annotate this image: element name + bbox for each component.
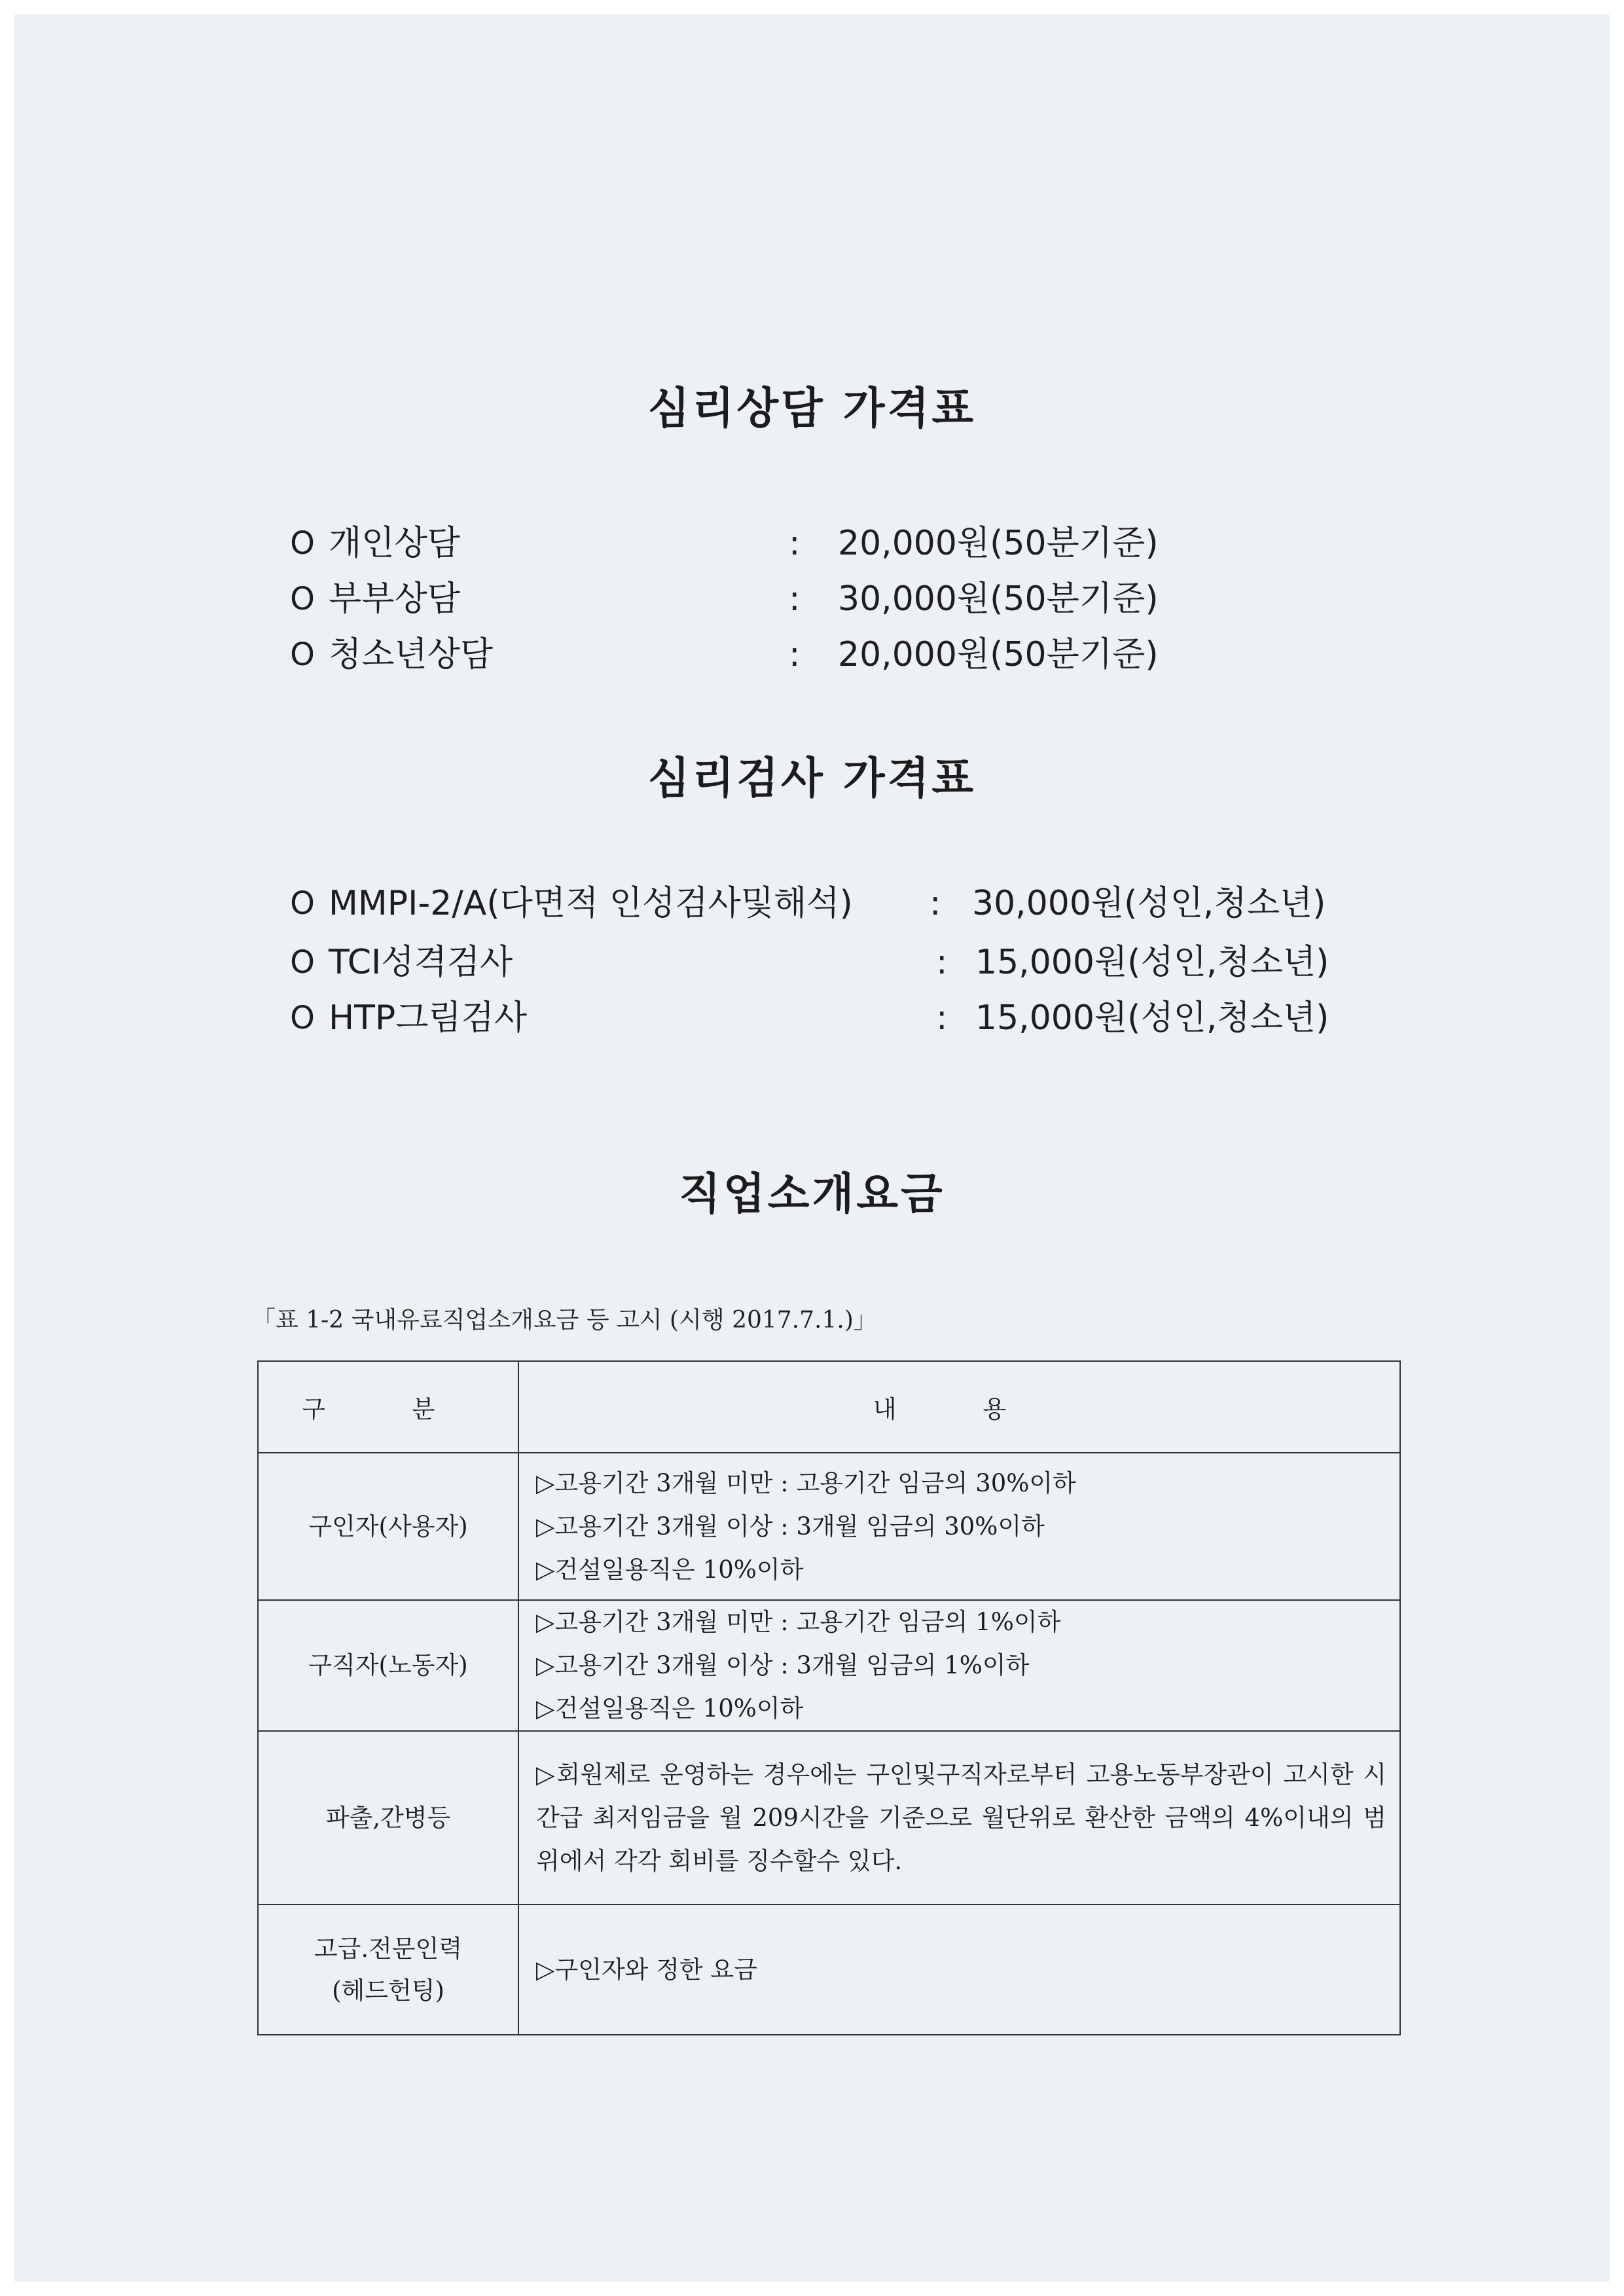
testing-item: [281, 992, 1342, 1044]
table-row: [258, 1904, 1400, 2035]
bullet-circle: O: [290, 525, 315, 562]
testing-item: [281, 877, 1342, 930]
testing-item-label: MMPI-2/A(다면적 인성검사및해석): [329, 884, 853, 923]
colon: :: [936, 998, 948, 1038]
header-content: 내 용: [518, 1361, 1400, 1453]
colon: :: [789, 579, 801, 619]
bullet-circle: O: [290, 636, 315, 673]
table-row: [258, 1731, 1400, 1904]
content-line: ▷건설일용직은 10%이하: [536, 1555, 804, 1584]
testing-item-price: 30,000원(성인,청소년): [972, 884, 1326, 923]
row-content: [518, 1904, 1400, 2035]
testing-item: [281, 936, 1342, 989]
testing-item-label: TCI성격검사: [329, 943, 513, 982]
counseling-item-label: 개인상담: [329, 524, 460, 563]
row-category: 구직자(노동자): [258, 1600, 518, 1731]
table-header-row: [258, 1361, 1400, 1453]
bullet-circle: O: [290, 1000, 315, 1036]
bullet-circle: O: [290, 885, 315, 922]
table-row: [258, 1600, 1400, 1731]
counseling-item: [281, 573, 1198, 625]
job-fee-title: 직업소개요금: [679, 1169, 945, 1219]
counseling-price-title: 심리상담 가격표: [647, 383, 977, 433]
content-line: ▷건설일용직은 10%이하: [536, 1694, 804, 1722]
counseling-item-price: 20,000원(50분기준): [838, 524, 1159, 563]
row-content: [518, 1600, 1400, 1731]
content-paragraph: ▷회원제로 운영하는 경우에는 구인및구직자로부터 고용노동부장관이 고시한 시간급 최저임금을 월 209시간을 기준으로 월단위로 환산한 금액의 4%이내의 범위에서 각각 회비를 징수할수 있다.: [536, 1760, 1386, 1875]
job-fee-table: [257, 1360, 1401, 2035]
counseling-item-label: 부부상담: [329, 579, 460, 619]
colon: :: [789, 524, 801, 563]
row-category: [258, 1904, 518, 2035]
testing-price-title: 심리검사 가격표: [647, 753, 977, 803]
counseling-item-price: 30,000원(50분기준): [838, 579, 1159, 619]
colon: :: [929, 884, 941, 923]
colon: :: [936, 943, 948, 982]
counseling-item: [281, 629, 1198, 681]
table-row: [258, 1453, 1400, 1600]
counseling-item-price: 20,000원(50분기준): [838, 635, 1159, 674]
row-category: 구인자(사용자): [258, 1453, 518, 1600]
colon: :: [789, 635, 801, 674]
table-caption: 「표 1-2 국내유료직업소개요금 등 고시 (시행 2017.7.1.)」: [252, 1307, 877, 1334]
testing-item-price: 15,000원(성인,청소년): [975, 943, 1329, 982]
counseling-item-label: 청소년상담: [329, 635, 494, 674]
header-category: 구 분: [258, 1361, 518, 1453]
bullet-circle: O: [290, 944, 315, 981]
category-line: (헤드헌팅): [332, 1976, 444, 2005]
bullet-circle: O: [290, 581, 315, 617]
category-line: 고급.전문인력: [314, 1934, 463, 1963]
content-line: ▷고용기간 3개월 미만 : 고용기간 임금의 1%이하: [536, 1608, 1061, 1636]
row-category: 파출,간병등: [258, 1731, 518, 1904]
content-line: ▷구인자와 정한 요금: [536, 1955, 757, 1984]
testing-item-label: HTP그림검사: [329, 998, 528, 1038]
row-content: [518, 1453, 1400, 1600]
counseling-item: [281, 517, 1198, 570]
content-line: ▷고용기간 3개월 이상 : 3개월 임금의 1%이하: [536, 1651, 1030, 1679]
content-line: ▷고용기간 3개월 미만 : 고용기간 임금의 30%이하: [536, 1468, 1076, 1497]
row-content: [518, 1731, 1400, 1904]
testing-item-price: 15,000원(성인,청소년): [975, 998, 1329, 1038]
content-line: ▷고용기간 3개월 이상 : 3개월 임금의 30%이하: [536, 1512, 1045, 1540]
